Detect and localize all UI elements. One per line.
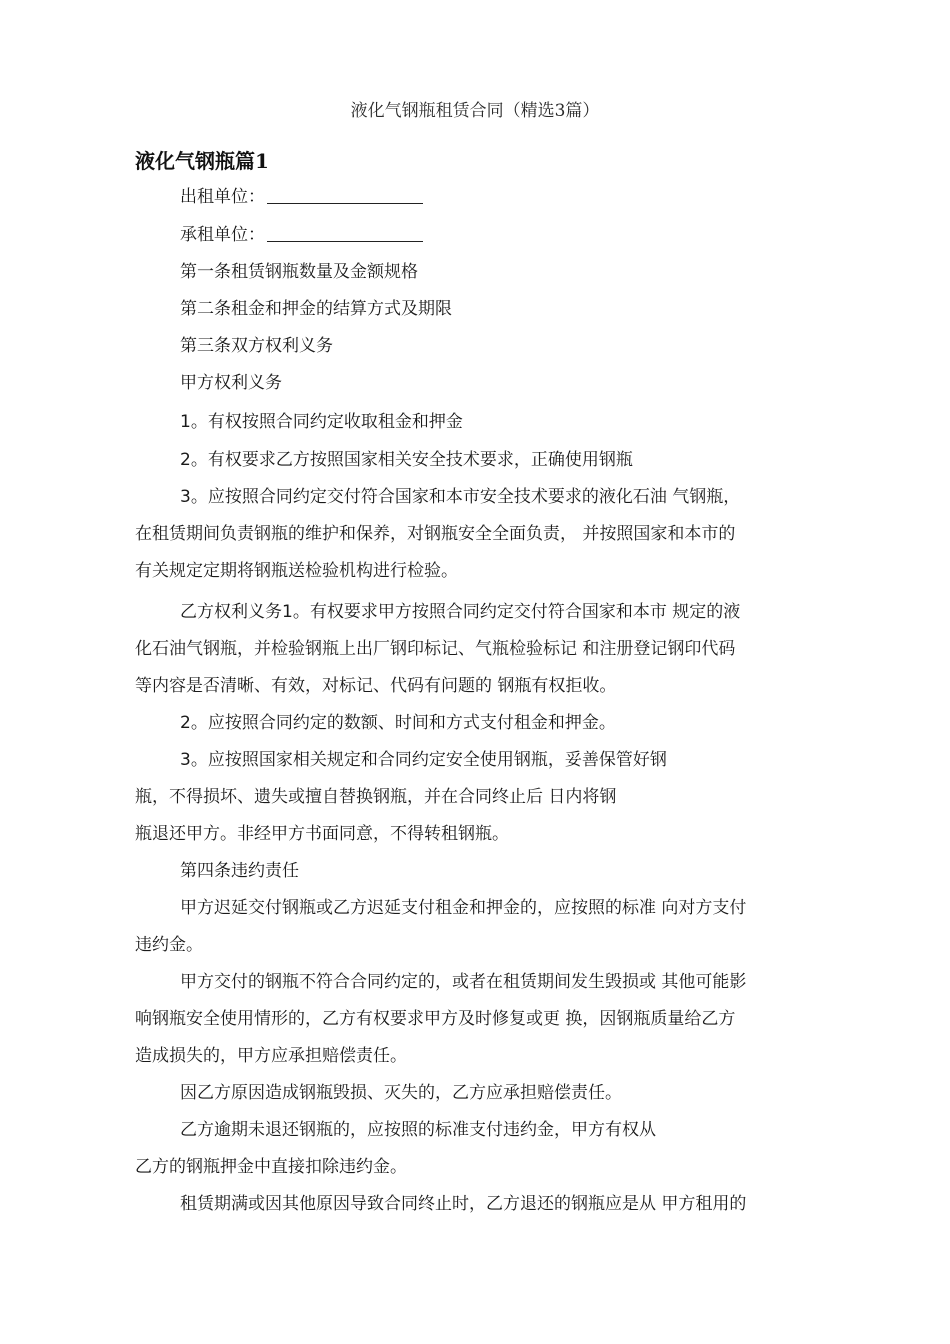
- text-line: 造成损失的，甲方应承担赔偿责任。: [135, 1046, 407, 1066]
- lessor-label: 出租单位：: [180, 187, 265, 207]
- text-line: 因乙方原因造成钢瓶毁损、灭失的，乙方应承担赔偿责任。: [180, 1083, 622, 1103]
- section-heading: 液化气钢瓶篇1: [135, 149, 269, 173]
- text-line: 瓶，不得损坏、遗失或擅自替换钢瓶，并在合同终止后 日内将钢: [135, 787, 617, 807]
- lessee-label: 承租单位：: [180, 225, 265, 245]
- text-line: 违约金。: [135, 935, 203, 955]
- lessee-field: [180, 222, 423, 248]
- text-line: 第四条违约责任: [180, 861, 299, 881]
- lessor-field: [180, 184, 423, 210]
- text-line: 甲方迟延交付钢瓶或乙方迟延支付租金和押金的，应按照的标准 向对方支付: [180, 898, 747, 918]
- text-line: 在租赁期间负责钢瓶的维护和保养，对钢瓶安全全面负责， 并按照国家和本市的: [135, 524, 736, 544]
- text-line: 甲方权利义务: [180, 373, 282, 393]
- text-line: 瓶退还甲方。非经甲方书面同意，不得转租钢瓶。: [135, 824, 509, 844]
- lessor-blank: [267, 185, 423, 204]
- text-line: 1。有权按照合同约定收取租金和押金: [180, 412, 463, 432]
- text-line: 乙方的钢瓶押金中直接扣除违约金。: [135, 1157, 407, 1177]
- text-line: 第一条租赁钢瓶数量及金额规格: [180, 262, 418, 282]
- text-line: 3。应按照合同约定交付符合国家和本市安全技术要求的液化石油 气钢瓶，: [180, 487, 741, 507]
- text-line: 租赁期满或因其他原因导致合同终止时，乙方退还的钢瓶应是从 甲方租用的: [180, 1194, 747, 1214]
- lessee-blank: [267, 223, 423, 242]
- text-line: 乙方权利义务1。有权要求甲方按照合同约定交付符合国家和本市 规定的液: [180, 602, 741, 622]
- text-line: 等内容是否清晰、有效，对标记、代码有问题的 钢瓶有权拒收。: [135, 676, 617, 696]
- text-line: 2。有权要求乙方按照国家相关安全技术要求，正确使用钢瓶: [180, 450, 633, 470]
- text-line: 乙方逾期未退还钢瓶的，应按照的标准支付违约金，甲方有权从: [180, 1120, 656, 1140]
- document-title: 液化气钢瓶租赁合同（精选3篇）: [350, 101, 600, 121]
- text-line: 响钢瓶安全使用情形的，乙方有权要求甲方及时修复或更 换，因钢瓶质量给乙方: [135, 1009, 736, 1029]
- text-line: 第三条双方权利义务: [180, 336, 333, 356]
- text-line: 3。应按照国家相关规定和合同约定安全使用钢瓶，妥善保管好钢: [180, 750, 667, 770]
- text-line: 有关规定定期将钢瓶送检验机构进行检验。: [135, 561, 458, 581]
- text-line: 第二条租金和押金的结算方式及期限: [180, 299, 452, 319]
- text-line: 2。应按照合同约定的数额、时间和方式支付租金和押金。: [180, 713, 616, 733]
- text-line: 化石油气钢瓶，并检验钢瓶上出厂钢印标记、气瓶检验标记 和注册登记钢印代码: [135, 639, 736, 659]
- text-line: 甲方交付的钢瓶不符合合同约定的，或者在租赁期间发生毁损或 其他可能影: [180, 972, 747, 992]
